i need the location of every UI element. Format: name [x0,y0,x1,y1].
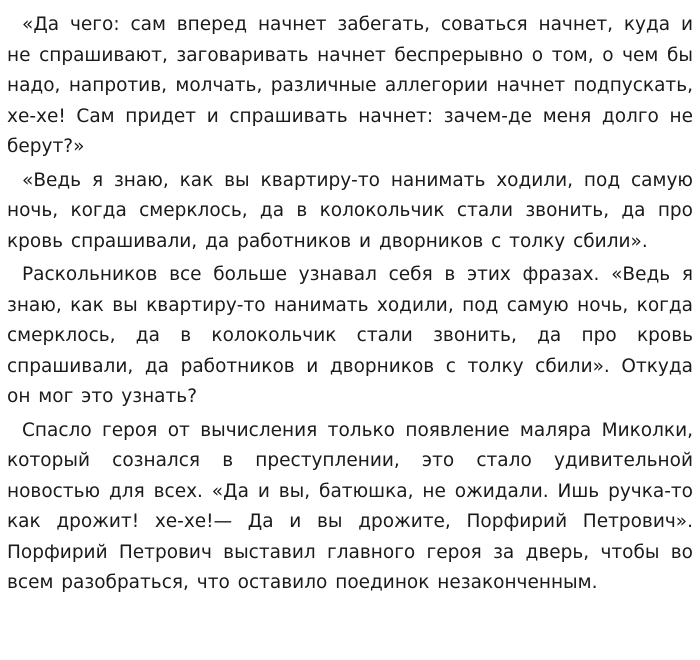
paragraph-2: «Ведь я знаю, как вы квартиру-то нанимать ходили, под самую ночь, когда смерклось, да в колокольчик стали звонить, да про кровь спрашивали, да работников и дворников с толку сбили». [7,169,693,252]
paragraph-3: Раскольников все больше узнавал себя в этих фразах. «Ведь я знаю, как вы квартиру-то нанимать ходили, под самую ночь, когда смерклось, да в колокольчик стали звонить, да про кровь спрашивали, да работников и дворников с толку сбили». Откуда он мог это узнать? [7,264,693,407]
paragraph-4: Спасло героя от вычисления только появление маляра Миколки, который сознался в преступлении, это стало удивительной новостью для всех. «Да и вы, батюшка, не ожидали. Ишь ручка-то как дрожит! хе-хе!— Да и вы дрожите, Порфирий Петрович». Порфирий Петрович выставил главного героя за дверь, чтобы во всем разобраться, что оставило поединок незаконченным. [7,419,693,593]
paragraph-1: «Да чего: сам вперед начнет забегать, соваться начнет, куда и не спрашивают, заговаривать начнет беспрерывно о том, о чем бы надо, напротив, молчать, различные аллегории начнет подпускать, хе-хе! Сам придет и спрашивать начнет: зачем-де меня долго не берут?» [7,14,693,157]
